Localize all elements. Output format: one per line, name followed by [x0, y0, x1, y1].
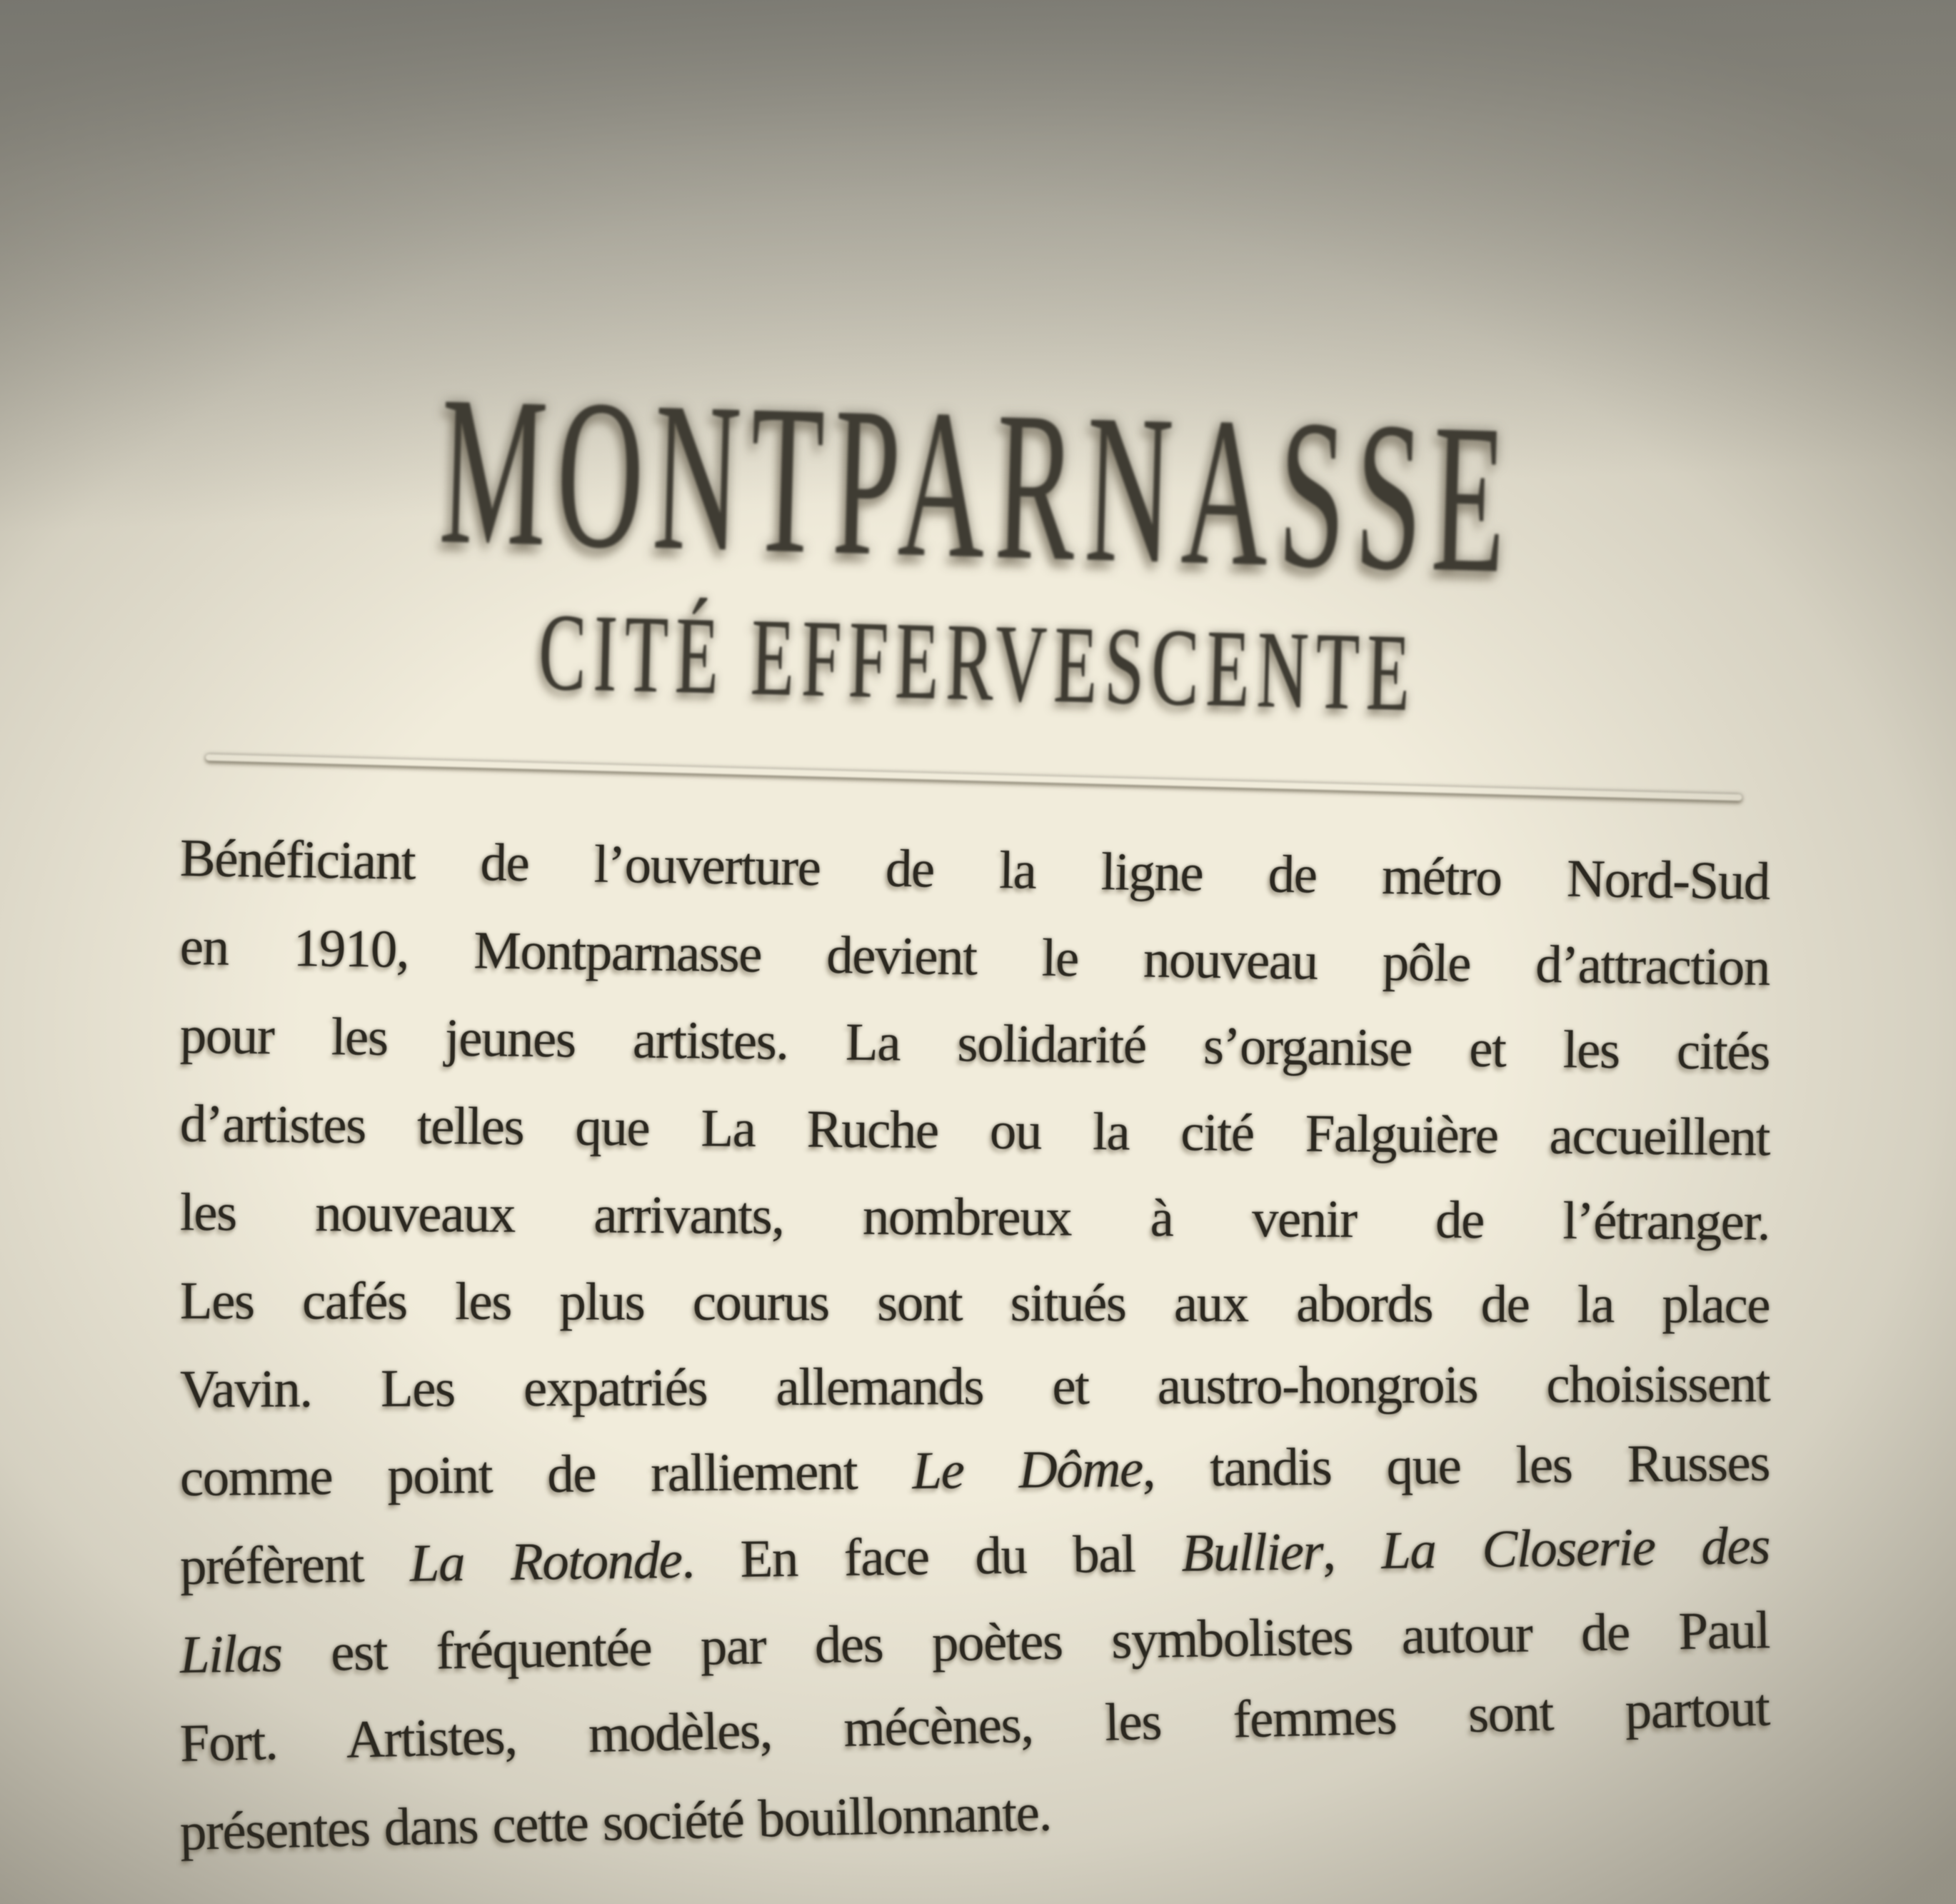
text-segment: comme point de ralliement: [179, 1441, 913, 1508]
divider-rule: [206, 754, 1742, 801]
text-segment: les nouveaux arrivants, nombreux à venir de l’étranger.: [179, 1183, 1770, 1252]
italic-text-segment: Bullier: [1180, 1522, 1323, 1583]
text-segment: est fréquentée par des poètes symbolistes autour de Paul: [281, 1600, 1770, 1683]
paragraph-line: [180, 1257, 1770, 1350]
panel-subtitle: CITÉ EFFERVESCENTE: [537, 589, 1419, 735]
text-segment: ,: [1322, 1520, 1382, 1582]
text-segment: présentes dans cette société bouillonnante.: [179, 1783, 1052, 1862]
text-segment: , tandis que les Russes: [1142, 1433, 1770, 1499]
panel-title: MONTPARNASSE: [437, 351, 1519, 618]
italic-text-segment: La Closerie des: [1380, 1515, 1770, 1580]
text-segment: . En face du bal: [681, 1523, 1182, 1590]
text-segment: Les cafés les plus courus sont situés aux abords de la place: [179, 1271, 1770, 1335]
text-segment: pour les jeunes artistes. La solidarité s’organise et les cités: [179, 1006, 1770, 1082]
paragraph-line: [179, 1080, 1770, 1182]
text-segment: Vavin. Les expatriés allemands et austro-hongrois choisissent: [179, 1354, 1770, 1419]
text-segment: Fort. Artistes, modèles, mécènes, les femmes sont partout: [179, 1678, 1770, 1773]
text-segment: Bénéficiant de l’ouverture de la ligne de métro Nord-Sud: [179, 828, 1770, 912]
italic-text-segment: Lilas: [179, 1623, 283, 1685]
paragraph-line: [179, 991, 1770, 1096]
text-segment: préfèrent: [179, 1533, 411, 1596]
paragraph: [180, 814, 1770, 1877]
text-segment: en 1910, Montparnasse devient le nouveau pôle d’attraction: [179, 917, 1770, 998]
paragraph-line: [180, 1340, 1770, 1434]
italic-text-segment: Le Dôme: [912, 1439, 1143, 1501]
italic-text-segment: La Rotonde: [409, 1530, 683, 1593]
text-segment: d’artistes telles que La Ruche ou la cité Falguière accueillent: [179, 1094, 1770, 1168]
paragraph-line: [180, 1168, 1770, 1267]
